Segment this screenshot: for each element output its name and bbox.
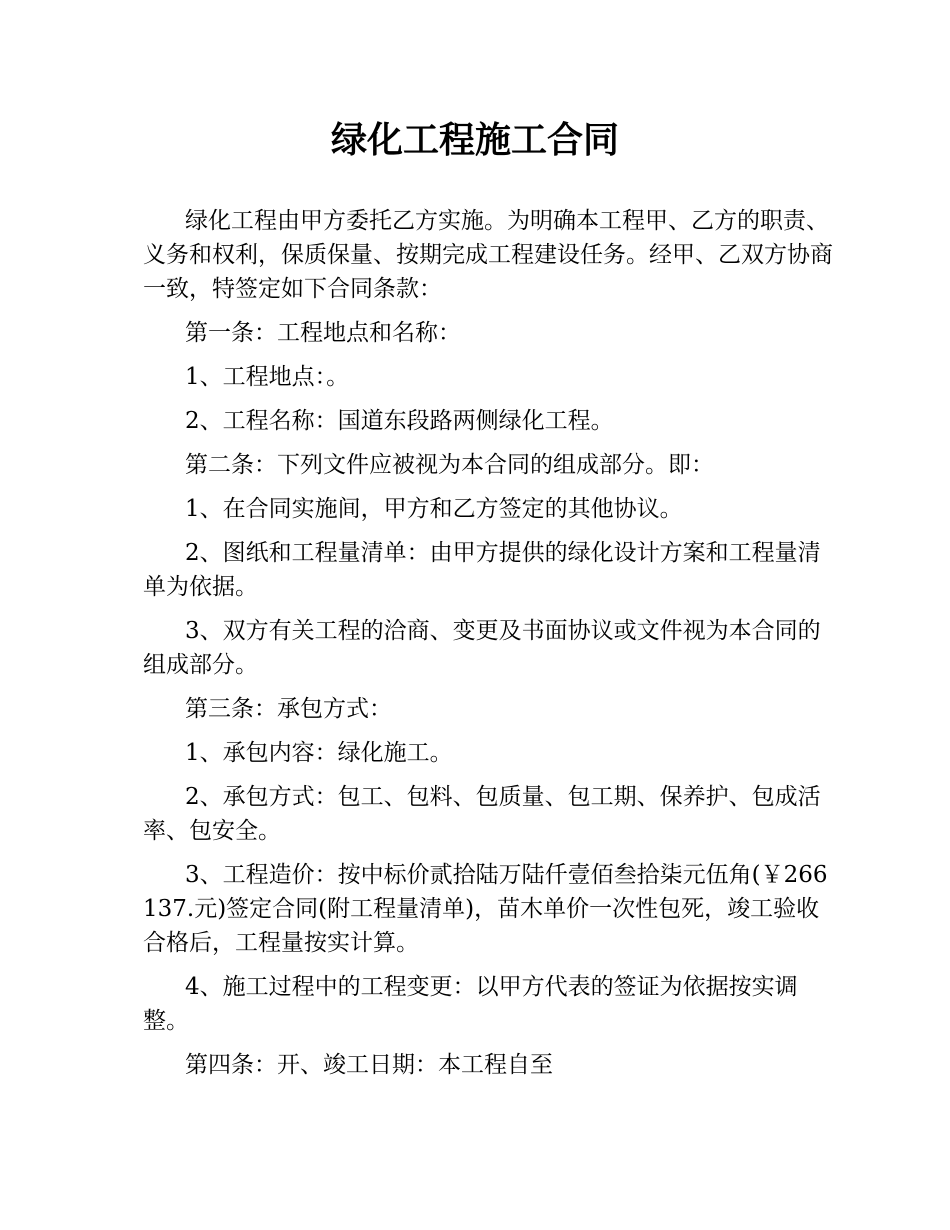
document-title: 绿化工程施工合同 [330, 120, 619, 161]
paragraph-article-2-item-2: 2、图纸和工程量清单：由甲方提供的绿化设计方案和工程量清单为依据。 [143, 540, 821, 600]
paragraph-article-3: 第三条：承包方式： [185, 696, 392, 722]
paragraph-intro: 绿化工程由甲方委托乙方实施。为明确本工程甲、乙方的职责、义务和权利，保质保量、按期完成工程建设任务。经甲、乙双方协商一致，特签定如下合同条款： [143, 208, 833, 302]
paragraph-article-1: 第一条：工程地点和名称： [185, 320, 461, 346]
paragraph-article-3-item-4: 4、施工过程中的工程变更：以甲方代表的签证为依据按实调整。 [143, 974, 798, 1034]
paragraph-article-2: 第二条：下列文件应被视为本合同的组成部分。即： [185, 452, 714, 478]
paragraph-article-3-item-3: 3、工程造价：按中标价贰拾陆万陆仟壹佰叁拾柒元伍角(￥266137.元)签定合同(附工程量清单)，苗木单价一次性包死，竣工验收合格后，工程量按实计算。 [143, 862, 828, 956]
document-body [143, 204, 833, 1092]
paragraph-article-3-item-1: 1、承包内容：绿化施工。 [185, 740, 453, 766]
paragraph-article-2-item-1: 1、在合同实施间，甲方和乙方签定的其他协议。 [185, 496, 683, 522]
paragraph-article-3-item-2: 2、承包方式：包工、包料、包质量、包工期、保养护、包成活率、包安全。 [143, 784, 821, 844]
paragraph-article-2-item-3: 3、双方有关工程的洽商、变更及书面协议或文件视为本合同的组成部分。 [143, 618, 821, 678]
paragraph-article-4: 第四条：开、竣工日期：本工程自至 [185, 1052, 553, 1078]
paragraph-article-1-item-2: 2、工程名称：国道东段路两侧绿化工程。 [185, 408, 614, 434]
paragraph-article-1-item-1: 1、工程地点：。 [185, 364, 350, 390]
